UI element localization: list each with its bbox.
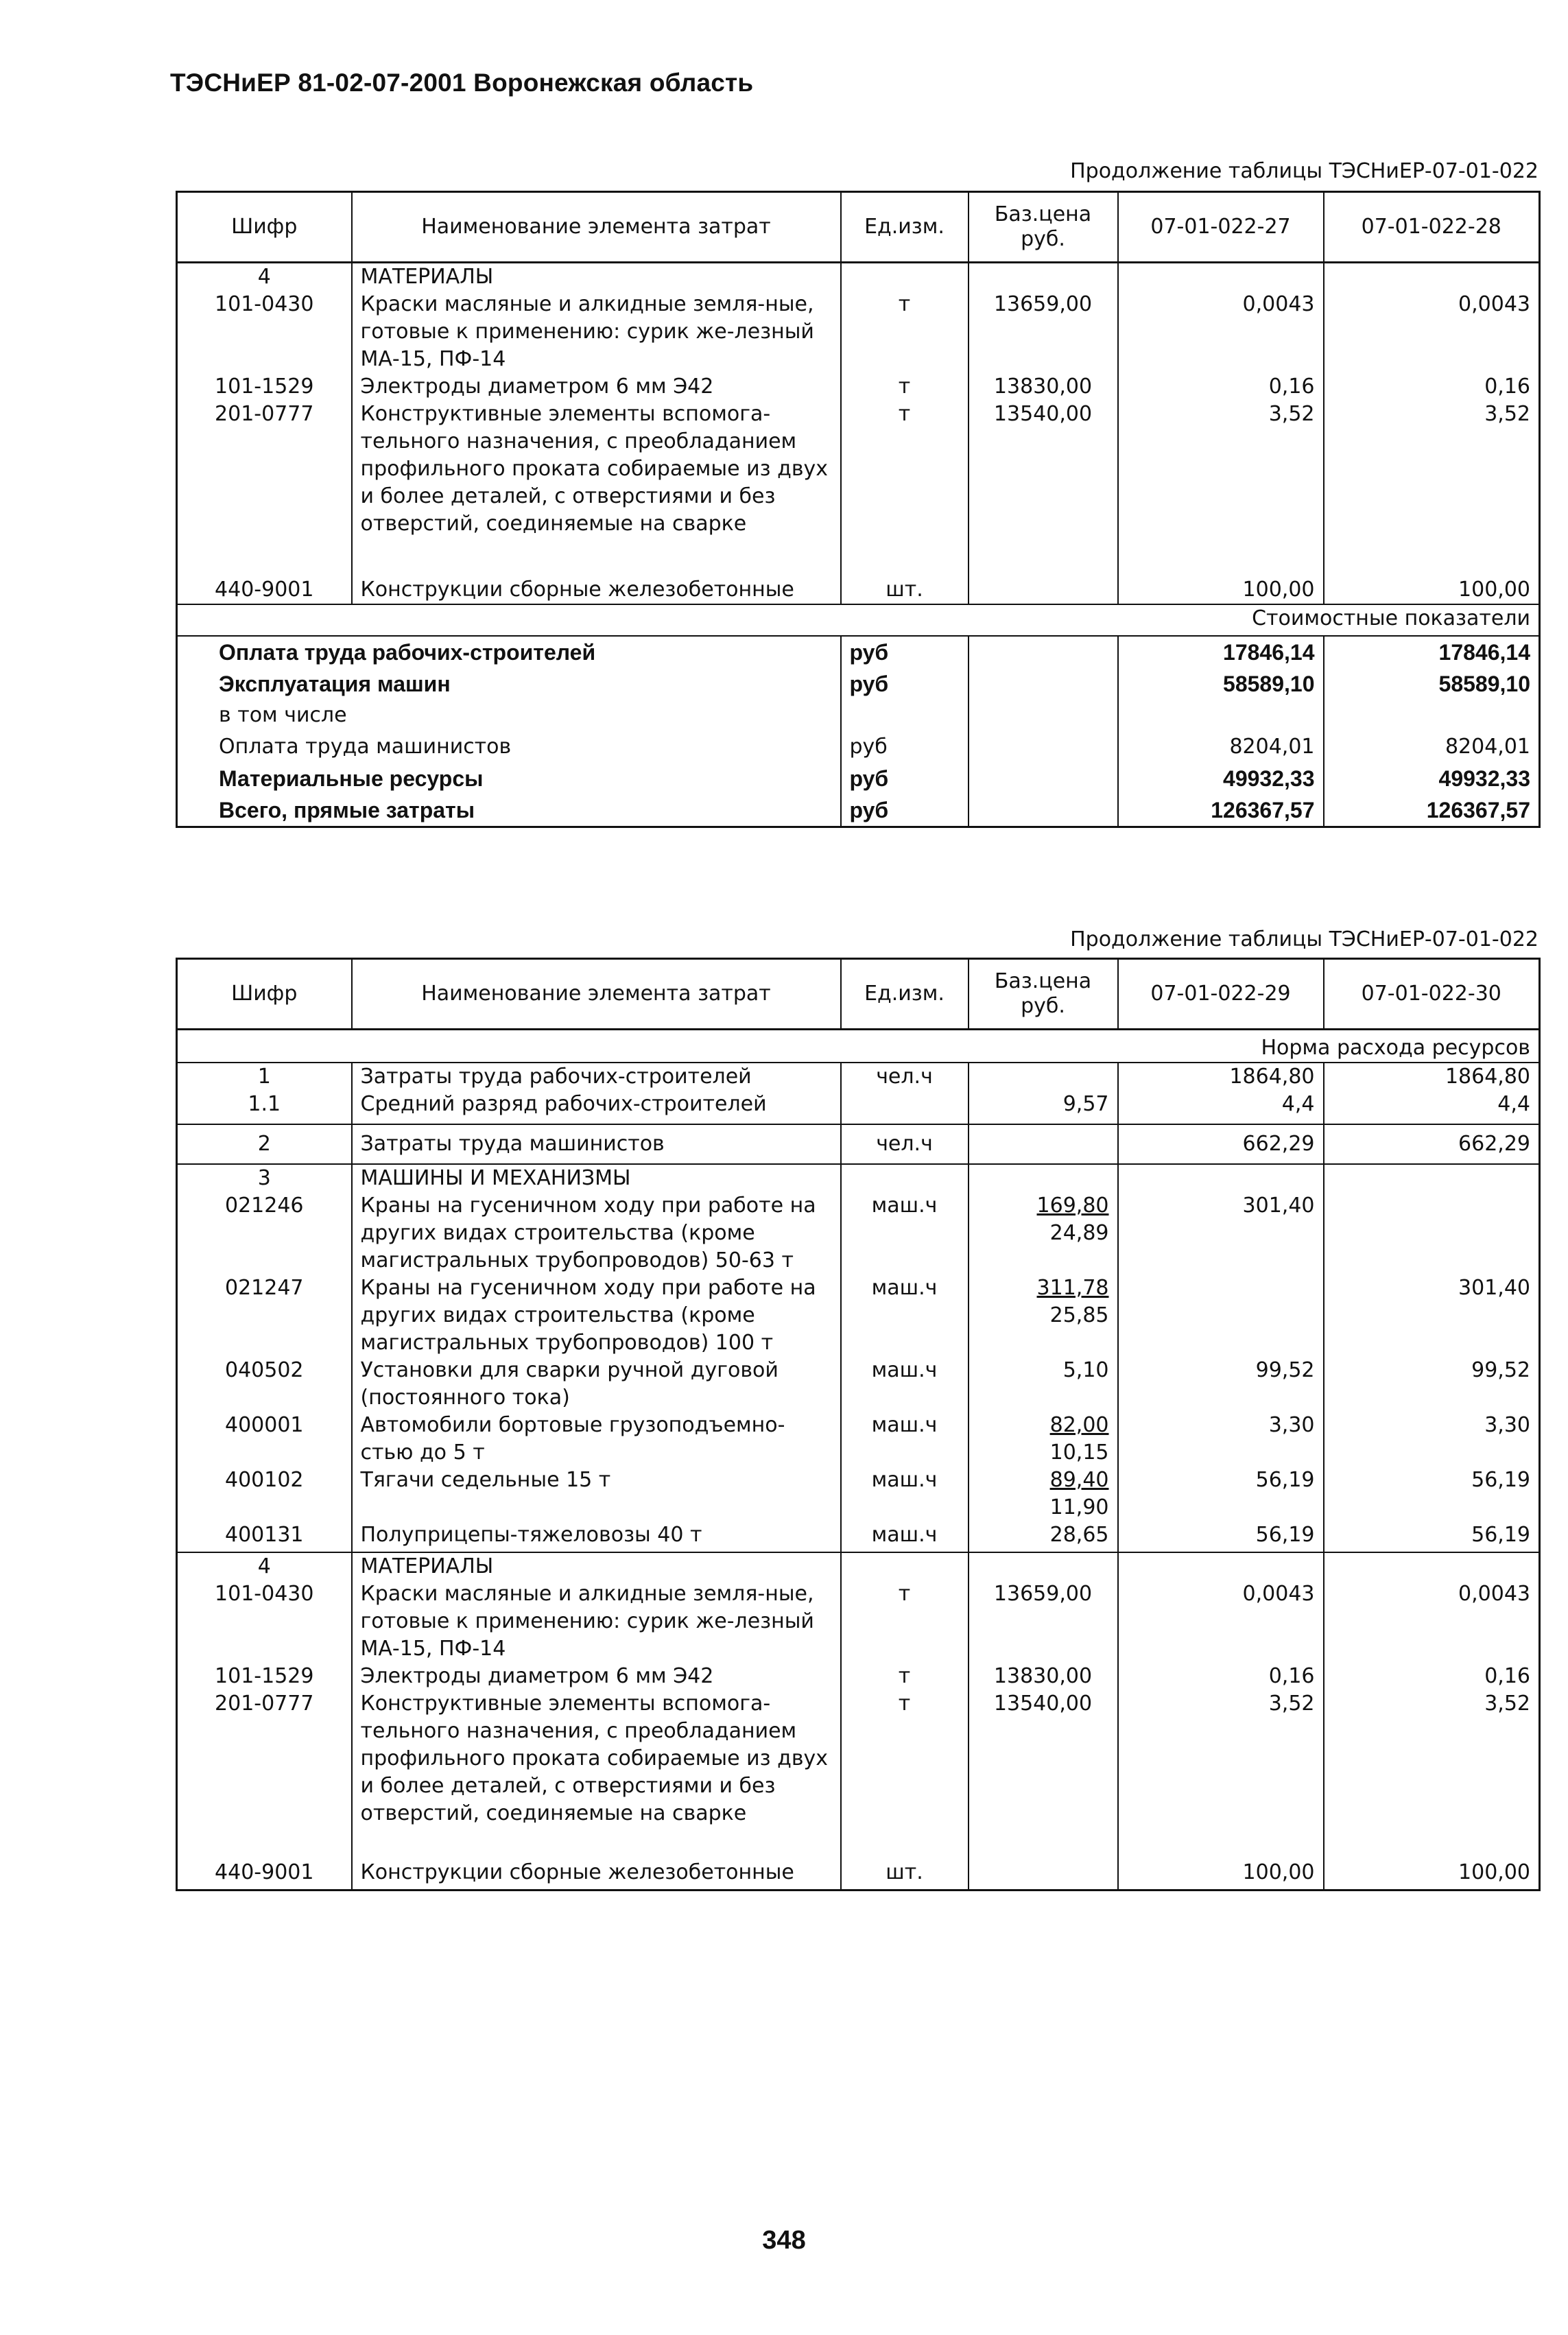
row-price — [969, 1124, 1118, 1164]
row-price: 28,65 — [969, 1521, 1118, 1552]
norms-table-1 — [176, 191, 1541, 828]
price-main: 169,80 — [1036, 1194, 1109, 1218]
row-value-1: 662,29 — [1118, 1124, 1324, 1164]
row-value-1: 0,16 — [1118, 373, 1324, 401]
row-unit — [841, 1091, 969, 1124]
row-code: 021247 — [177, 1275, 352, 1357]
row-value-2: 3,30 — [1324, 1412, 1540, 1467]
row-name: Краны на гусеничном ходу при работе на других видах строительства (кроме магистральных трубопроводов) 50-63 т — [352, 1192, 841, 1275]
row-value-1: 4,4 — [1118, 1091, 1324, 1124]
row-value-2: 3,52 — [1324, 401, 1540, 538]
total-unit: руб — [841, 636, 969, 668]
section-code: 4 — [177, 1552, 352, 1580]
row-code: 101-0430 — [177, 291, 352, 373]
section-title: МАШИНЫ И МЕХАНИЗМЫ — [352, 1164, 841, 1192]
row-value-2: 0,16 — [1324, 1663, 1540, 1690]
row-price: 13659,00 — [969, 291, 1118, 373]
total-row — [177, 700, 1540, 731]
row-name: Установки для сварки ручной дуговой (постоянного тока) — [352, 1357, 841, 1412]
row-code: 201-0777 — [177, 401, 352, 538]
row-name: Краны на гусеничном ходу при работе на других видах строительства (кроме магистральных трубопроводов) 100 т — [352, 1275, 841, 1357]
row-unit: т — [841, 1690, 969, 1827]
total-row — [177, 763, 1540, 794]
table-header-row — [177, 192, 1540, 263]
table-row — [177, 1124, 1540, 1164]
row-value-2: 0,0043 — [1324, 1580, 1540, 1663]
row-unit: маш.ч — [841, 1192, 969, 1275]
total-name: Всего, прямые затраты — [177, 794, 841, 827]
row-value-1: 100,00 — [1118, 576, 1324, 604]
row-value-1: 3,30 — [1118, 1412, 1324, 1467]
row-code: 1.1 — [177, 1091, 352, 1124]
row-unit: маш.ч — [841, 1412, 969, 1467]
section-code: 4 — [177, 263, 352, 292]
row-value-2: 0,0043 — [1324, 291, 1540, 373]
row-code: 440-9001 — [177, 576, 352, 604]
row-value-2: 4,4 — [1324, 1091, 1540, 1124]
table-row — [177, 576, 1540, 604]
total-name: Эксплуатация машин — [177, 668, 841, 700]
column-header-norm-1: 07-01-022-29 — [1118, 959, 1324, 1030]
row-name: Полуприцепы-тяжеловозы 40 т — [352, 1521, 841, 1552]
row-price — [969, 1192, 1118, 1275]
row-price: 9,57 — [969, 1091, 1118, 1124]
row-unit: маш.ч — [841, 1521, 969, 1552]
section-title: МАТЕРИАЛЫ — [352, 263, 841, 292]
price-machinist: 10,15 — [1049, 1441, 1109, 1465]
row-code: 021246 — [177, 1192, 352, 1275]
section-code: 3 — [177, 1164, 352, 1192]
table-row — [177, 1521, 1540, 1552]
row-code: 400102 — [177, 1467, 352, 1521]
total-row — [177, 731, 1540, 763]
total-unit: руб — [841, 763, 969, 794]
row-value-1: 100,00 — [1118, 1859, 1324, 1890]
row-name: Затраты труда рабочих-строителей — [352, 1063, 841, 1091]
row-price: 13540,00 — [969, 1690, 1118, 1827]
row-code: 101-0430 — [177, 1580, 352, 1663]
table-row — [177, 291, 1540, 373]
table-row — [177, 1192, 1540, 1275]
total-row — [177, 636, 1540, 668]
total-value-2: 17846,14 — [1324, 636, 1540, 668]
row-unit: чел.ч — [841, 1124, 969, 1164]
total-value-2: 58589,10 — [1324, 668, 1540, 700]
total-value-1: 49932,33 — [1118, 763, 1324, 794]
row-name: Конструкции сборные железобетонные — [352, 576, 841, 604]
row-unit: маш.ч — [841, 1357, 969, 1412]
row-value-2: 99,52 — [1324, 1357, 1540, 1412]
column-header-code: Шифр — [177, 192, 352, 263]
row-value-1: 56,19 — [1118, 1521, 1324, 1552]
row-value-1: 0,0043 — [1118, 291, 1324, 373]
row-price: 13830,00 — [969, 1663, 1118, 1690]
table-row — [177, 1275, 1540, 1357]
row-value-1: 3,52 — [1118, 401, 1324, 538]
total-value-1: 17846,14 — [1118, 636, 1324, 668]
row-name: Электроды диаметром 6 мм Э42 — [352, 373, 841, 401]
total-value-1: 58589,10 — [1118, 668, 1324, 700]
table-row — [177, 1467, 1540, 1521]
row-value-2: 100,00 — [1324, 576, 1540, 604]
total-value-2 — [1324, 700, 1540, 731]
column-header-code: Шифр — [177, 959, 352, 1030]
row-value-1: 99,52 — [1118, 1357, 1324, 1412]
row-name: Краски масляные и алкидные земля-ные, готовые к применению: сурик же-лезный МА-15, ПФ-14 — [352, 291, 841, 373]
price-machinist: 24,89 — [1049, 1221, 1109, 1245]
page-number: 348 — [762, 2226, 806, 2255]
row-name: Конструктивные элементы вспомога-тельного назначения, с преобладанием профильного проката собираемые из двух и более деталей, с отверстиями и без отверстий, соединяемые на сварке — [352, 401, 841, 538]
total-unit — [841, 700, 969, 731]
row-value-2: 0,16 — [1324, 373, 1540, 401]
section-row-materials — [177, 1552, 1540, 1580]
total-name: Оплата труда рабочих-строителей — [177, 636, 841, 668]
price-main: 82,00 — [1049, 1413, 1109, 1437]
row-code: 400001 — [177, 1412, 352, 1467]
row-name: Конструктивные элементы вспомога-тельного назначения, с преобладанием профильного проката собираемые из двух и более деталей, с отверстиями и без отверстий, соединяемые на сварке — [352, 1690, 841, 1827]
row-price: 13659,00 — [969, 1580, 1118, 1663]
norms-table-2 — [176, 958, 1541, 1891]
row-name: Затраты труда машинистов — [352, 1124, 841, 1164]
price-main: 89,40 — [1049, 1468, 1109, 1492]
total-value-1: 126367,57 — [1118, 794, 1324, 827]
row-name: Средний разряд рабочих-строителей — [352, 1091, 841, 1124]
price-machinist: 11,90 — [1049, 1495, 1109, 1519]
row-value-2: 56,19 — [1324, 1467, 1540, 1521]
table-row — [177, 401, 1540, 538]
cost-indicators-row — [177, 604, 1540, 636]
column-header-unit: Ед.изм. — [841, 192, 969, 263]
row-unit: т — [841, 291, 969, 373]
row-value-1: 56,19 — [1118, 1467, 1324, 1521]
table-row — [177, 1580, 1540, 1663]
row-unit: т — [841, 1663, 969, 1690]
total-value-2: 49932,33 — [1324, 763, 1540, 794]
total-unit: руб — [841, 668, 969, 700]
total-row — [177, 668, 1540, 700]
table-row — [177, 1690, 1540, 1827]
total-value-2: 8204,01 — [1324, 731, 1540, 763]
table-continuation-label: Продолжение таблицы ТЭСНиЕР-07-01-022 — [1070, 927, 1539, 951]
column-header-base-price: Баз.цена руб. — [969, 192, 1118, 263]
page-title: ТЭСНиЕР 81-02-07-2001 Воронежская область — [170, 69, 754, 97]
row-unit: маш.ч — [841, 1275, 969, 1357]
row-value-1: 1864,80 — [1118, 1063, 1324, 1091]
table-row — [177, 1357, 1540, 1412]
total-value-2: 126367,57 — [1324, 794, 1540, 827]
price-machinist: 25,85 — [1049, 1303, 1109, 1327]
section-title: МАТЕРИАЛЫ — [352, 1552, 841, 1580]
cost-indicators-label: Стоимостные показатели — [177, 604, 1540, 636]
row-code: 400131 — [177, 1521, 352, 1552]
row-value-2: 100,00 — [1324, 1859, 1540, 1890]
table-row — [177, 1091, 1540, 1124]
row-code: 040502 — [177, 1357, 352, 1412]
row-code: 101-1529 — [177, 373, 352, 401]
norm-header-label: Норма расхода ресурсов — [177, 1030, 1540, 1063]
row-unit: т — [841, 1580, 969, 1663]
row-price — [969, 576, 1118, 604]
row-value-1: 0,16 — [1118, 1663, 1324, 1690]
column-header-norm-1: 07-01-022-27 — [1118, 192, 1324, 263]
column-header-name: Наименование элемента затрат — [352, 959, 841, 1030]
row-unit: шт. — [841, 576, 969, 604]
row-code: 2 — [177, 1124, 352, 1164]
total-value-1: 8204,01 — [1118, 731, 1324, 763]
row-value-1: 301,40 — [1118, 1192, 1324, 1275]
row-price — [969, 1467, 1118, 1521]
row-code: 101-1529 — [177, 1663, 352, 1690]
row-value-1: 0,0043 — [1118, 1580, 1324, 1663]
row-name: Электроды диаметром 6 мм Э42 — [352, 1663, 841, 1690]
table-row — [177, 373, 1540, 401]
table-row — [177, 1412, 1540, 1467]
row-name: Краски масляные и алкидные земля-ные, готовые к применению: сурик же-лезный МА-15, ПФ-14 — [352, 1580, 841, 1663]
row-unit: маш.ч — [841, 1467, 969, 1521]
price-main: 311,78 — [1036, 1276, 1109, 1300]
row-name: Автомобили бортовые грузоподъемно-стью до 5 т — [352, 1412, 841, 1467]
row-name: Тягачи седельные 15 т — [352, 1467, 841, 1521]
table-row — [177, 1663, 1540, 1690]
row-price: 13830,00 — [969, 373, 1118, 401]
row-price — [969, 1412, 1118, 1467]
row-value-2: 662,29 — [1324, 1124, 1540, 1164]
row-value-2: 1864,80 — [1324, 1063, 1540, 1091]
column-header-base-price: Баз.цена руб. — [969, 959, 1118, 1030]
table-row — [177, 1859, 1540, 1890]
total-name: Оплата труда машинистов — [177, 731, 841, 763]
table-row — [177, 1063, 1540, 1091]
total-row — [177, 794, 1540, 827]
row-price: 5,10 — [969, 1357, 1118, 1412]
section-row-materials — [177, 263, 1540, 292]
total-name: в том числе — [177, 700, 841, 731]
row-value-1: 3,52 — [1118, 1690, 1324, 1827]
row-code: 440-9001 — [177, 1859, 352, 1890]
column-header-norm-2: 07-01-022-28 — [1324, 192, 1540, 263]
total-unit: руб — [841, 731, 969, 763]
row-price — [969, 1063, 1118, 1091]
row-unit: т — [841, 373, 969, 401]
total-value-1 — [1118, 700, 1324, 731]
row-value-1 — [1118, 1275, 1324, 1357]
table-header-row — [177, 959, 1540, 1030]
section-row-machines — [177, 1164, 1540, 1192]
row-price — [969, 1859, 1118, 1890]
row-code: 1 — [177, 1063, 352, 1091]
column-header-norm-2: 07-01-022-30 — [1324, 959, 1540, 1030]
column-header-name: Наименование элемента затрат — [352, 192, 841, 263]
column-header-unit: Ед.изм. — [841, 959, 969, 1030]
row-name: Конструкции сборные железобетонные — [352, 1859, 841, 1890]
row-value-2: 301,40 — [1324, 1275, 1540, 1357]
row-value-2 — [1324, 1192, 1540, 1275]
row-unit: т — [841, 401, 969, 538]
row-value-2: 3,52 — [1324, 1690, 1540, 1827]
row-code: 201-0777 — [177, 1690, 352, 1827]
table-continuation-label: Продолжение таблицы ТЭСНиЕР-07-01-022 — [1070, 159, 1539, 183]
row-unit: шт. — [841, 1859, 969, 1890]
row-price — [969, 1275, 1118, 1357]
total-name: Материальные ресурсы — [177, 763, 841, 794]
row-value-2: 56,19 — [1324, 1521, 1540, 1552]
total-unit: руб — [841, 794, 969, 827]
row-unit: чел.ч — [841, 1063, 969, 1091]
norm-header-row — [177, 1030, 1540, 1063]
row-price: 13540,00 — [969, 401, 1118, 538]
